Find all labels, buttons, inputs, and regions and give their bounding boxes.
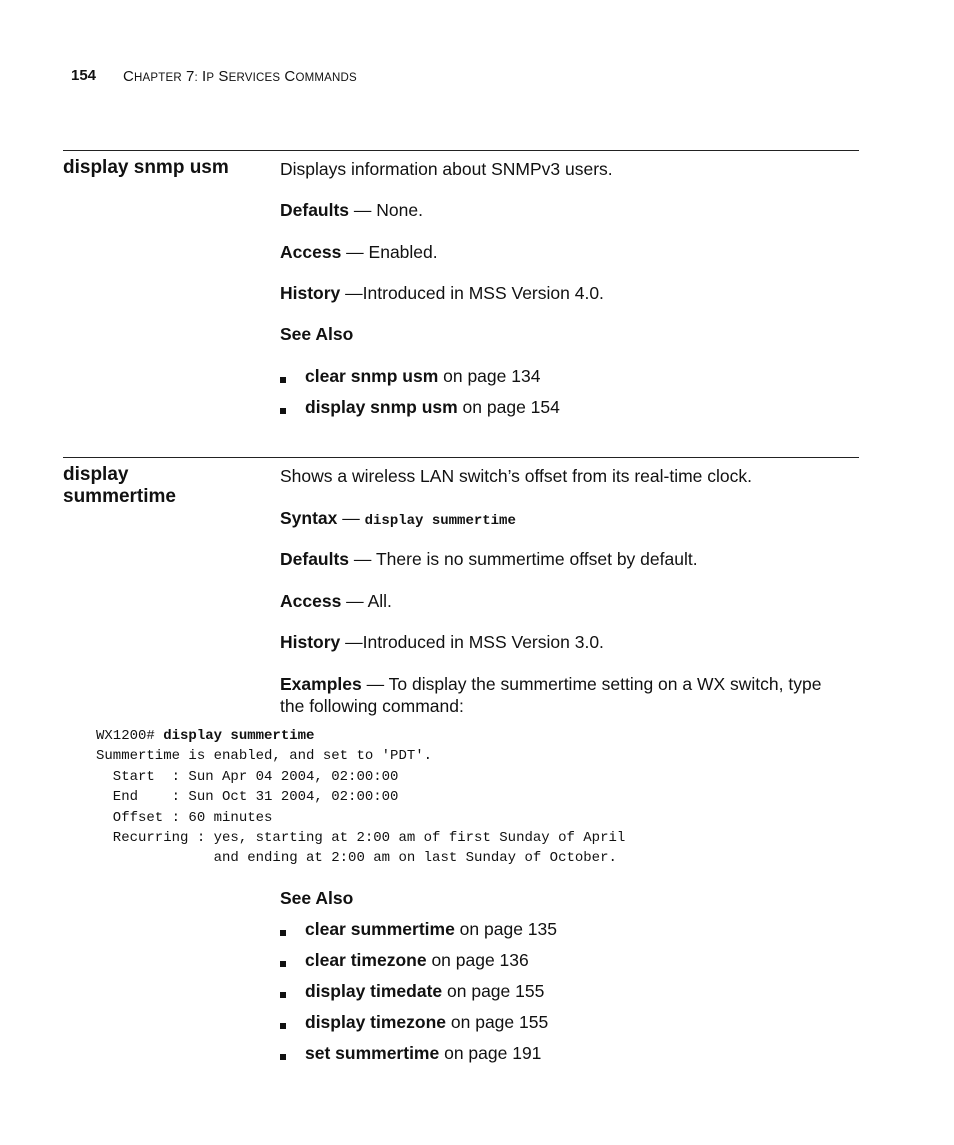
examples-text-continued: the following command: bbox=[280, 696, 464, 716]
history-text: —Introduced in MSS Version 3.0. bbox=[340, 632, 604, 652]
defaults-line bbox=[280, 199, 423, 221]
see-also-heading: See Also bbox=[280, 324, 354, 344]
history-line bbox=[280, 282, 604, 304]
bullet-icon bbox=[280, 377, 286, 383]
history-label: History bbox=[280, 632, 341, 652]
bullet-icon bbox=[280, 992, 286, 998]
command-description: Displays information about SNMPv3 users. bbox=[280, 159, 613, 179]
code-output-line: End : Sun Oct 31 2004, 02:00:00 bbox=[96, 789, 399, 806]
section-divider bbox=[63, 457, 859, 458]
see-also-command: clear snmp usm bbox=[305, 366, 439, 386]
defaults-line bbox=[280, 548, 698, 570]
code-output-line: Start : Sun Apr 04 2004, 02:00:00 bbox=[96, 768, 399, 785]
see-also-link[interactable] bbox=[305, 1011, 548, 1033]
see-also-link[interactable] bbox=[305, 918, 557, 940]
see-also-command: set summertime bbox=[305, 1043, 440, 1063]
access-text: — Enabled. bbox=[341, 242, 438, 262]
see-also-command: display timedate bbox=[305, 981, 443, 1001]
bullet-icon bbox=[280, 1054, 286, 1060]
see-also-link[interactable] bbox=[305, 980, 544, 1002]
see-also-page-ref: on page 191 bbox=[439, 1043, 542, 1063]
syntax-label: Syntax bbox=[280, 508, 338, 528]
defaults-label: Defaults bbox=[280, 200, 350, 220]
examples-label: Examples bbox=[280, 674, 362, 694]
section-title: display snmp usm bbox=[63, 157, 229, 178]
bullet-icon bbox=[280, 961, 286, 967]
see-also-command: display timezone bbox=[305, 1012, 447, 1032]
code-output-line: and ending at 2:00 am on last Sunday of October. bbox=[96, 850, 617, 867]
access-label: Access bbox=[280, 242, 342, 262]
access-line bbox=[280, 241, 438, 263]
see-also-command: clear timezone bbox=[305, 950, 427, 970]
code-output-line: Recurring : yes, starting at 2:00 am of first Sunday of April bbox=[96, 830, 626, 847]
see-also-link[interactable] bbox=[305, 365, 540, 387]
history-line bbox=[280, 631, 604, 653]
defaults-text: — There is no summertime offset by default. bbox=[349, 549, 698, 569]
history-text: —Introduced in MSS Version 4.0. bbox=[340, 283, 604, 303]
see-also-heading: See Also bbox=[280, 888, 354, 908]
section-title-line1: display bbox=[63, 464, 129, 485]
see-also-page-ref: on page 135 bbox=[454, 919, 557, 939]
bullet-icon bbox=[280, 408, 286, 414]
access-line bbox=[280, 590, 392, 612]
cli-command: display summertime bbox=[163, 728, 315, 744]
syntax-line bbox=[280, 507, 516, 532]
defaults-text: — None. bbox=[349, 200, 423, 220]
examples-text: — To display the summertime setting on a WX switch, type bbox=[361, 674, 822, 694]
bullet-icon bbox=[280, 1023, 286, 1029]
syntax-dash: — bbox=[337, 508, 365, 528]
see-also-page-ref: on page 155 bbox=[442, 981, 545, 1001]
see-also-command: display snmp usm bbox=[305, 397, 458, 417]
see-also-command: clear summertime bbox=[305, 919, 455, 939]
command-description: Shows a wireless LAN switch’s offset from its real-time clock. bbox=[280, 466, 752, 486]
code-output-line: Summertime is enabled, and set to 'PDT'. bbox=[96, 748, 433, 765]
see-also-page-ref: on page 134 bbox=[438, 366, 541, 386]
access-label: Access bbox=[280, 591, 342, 611]
examples-line bbox=[280, 673, 821, 695]
section-divider bbox=[63, 150, 859, 151]
page-number: 154 bbox=[71, 67, 97, 84]
see-also-page-ref: on page 136 bbox=[426, 950, 529, 970]
history-label: History bbox=[280, 283, 341, 303]
see-also-page-ref: on page 155 bbox=[446, 1012, 549, 1032]
access-text: — All. bbox=[341, 591, 392, 611]
section-title-line2: summertime bbox=[63, 486, 176, 507]
code-example bbox=[96, 726, 625, 869]
bullet-icon bbox=[280, 930, 286, 936]
defaults-label: Defaults bbox=[280, 549, 350, 569]
see-also-link[interactable] bbox=[305, 1042, 541, 1064]
see-also-link[interactable] bbox=[305, 949, 529, 971]
running-head: CHAPTER 7: IP SERVICES COMMANDS bbox=[123, 68, 357, 85]
see-also-page-ref: on page 154 bbox=[457, 397, 560, 417]
see-also-link[interactable] bbox=[305, 396, 560, 418]
syntax-code: display summertime bbox=[364, 513, 516, 529]
cli-prompt: WX1200# bbox=[96, 728, 164, 744]
code-output-line: Offset : 60 minutes bbox=[96, 809, 273, 826]
